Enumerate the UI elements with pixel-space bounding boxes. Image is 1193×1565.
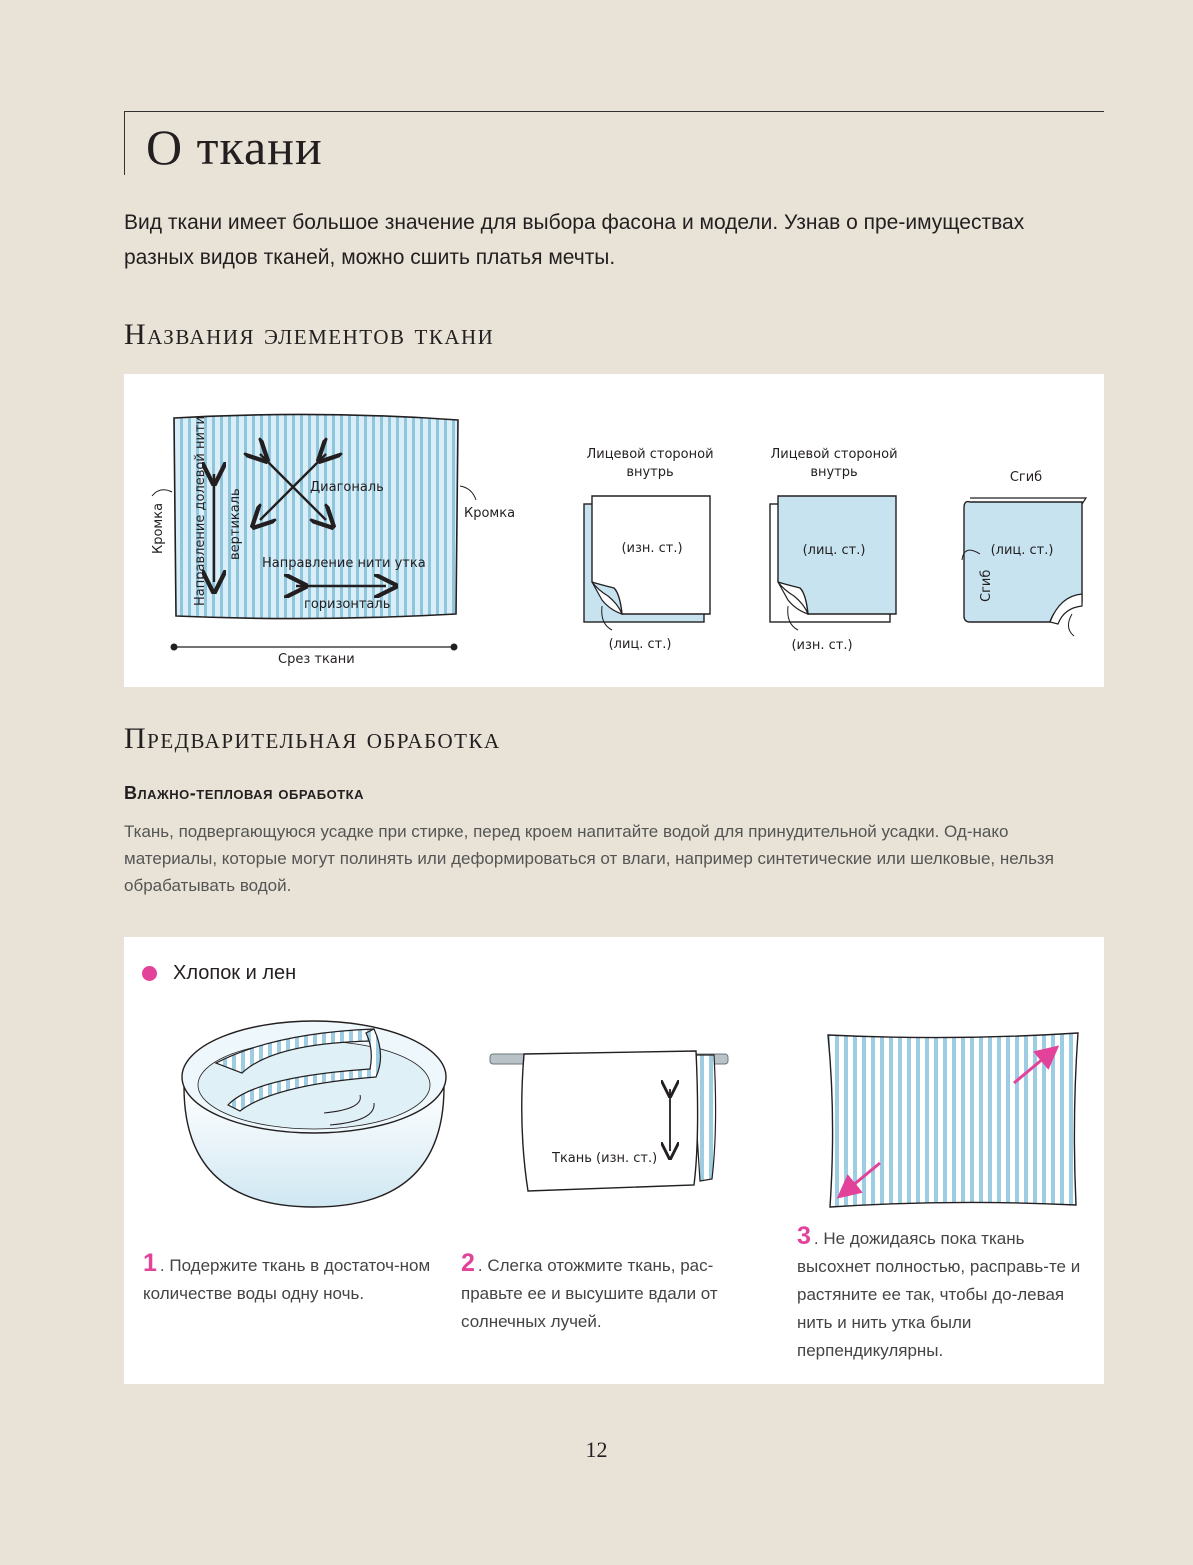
label-selvage-left: Кромка: [151, 502, 166, 554]
cut-edge-dot-right: [451, 644, 458, 651]
label-diagonal: Диагональ: [310, 480, 384, 495]
hanging-fabric-front: [522, 1051, 698, 1191]
fold2-bottom-label: (изн. ст.): [791, 638, 853, 653]
hanging-fabric-label: Ткань (изн. ст.): [552, 1151, 658, 1166]
selvage-right-hook: [460, 486, 476, 500]
label-horizontal: горизонталь: [304, 597, 391, 612]
fold2-caption-line2: внутрь: [810, 465, 858, 480]
label-selvage-right: Кромка: [464, 506, 516, 521]
step-1-text: Подержите ткань в достаточ-ном количестве воды одну ночь.: [143, 1256, 431, 1303]
fold3-side-label: Сгиб: [979, 569, 994, 602]
section-heading-fabric-elements: Названия элементов ткани: [124, 318, 495, 351]
intro-paragraph: Вид ткани имеет большое значение для выбора фасона и модели. Узнав о пре-имуществах разных видов тканей, можно сшить платья мечты.: [124, 211, 1025, 269]
step-3-separator: .: [813, 1229, 819, 1248]
fold1-top-label: (изн. ст.): [621, 541, 683, 556]
fold1-caption-line1: Лицевой стороной: [586, 447, 714, 462]
step-2: [461, 1249, 753, 1336]
pink-bullet-icon: [142, 966, 157, 981]
cut-edge-dot-left: [171, 644, 178, 651]
step-3-text: Не дожидаясь пока ткань высохнет полностью, расправь-те и растяните ее так, чтобы до-левая нить и нить утка были перпендикулярны.: [797, 1229, 1081, 1360]
fold3-top-label: (лиц. ст.): [990, 543, 1054, 558]
section-heading-pretreatment: Предварительная обработка: [124, 722, 501, 755]
fabric-swatch: [174, 414, 458, 618]
fold3-caption: Сгиб: [1009, 470, 1043, 485]
cotton-linen-bullet: [142, 962, 296, 985]
selvage-left-hook: [152, 490, 172, 496]
label-cut-edge: Срез ткани: [278, 652, 355, 667]
fabric-elements-diagram: [124, 374, 1104, 687]
step-2-number: 2: [461, 1249, 475, 1277]
step-2-separator: .: [477, 1256, 483, 1275]
title-rule-top: [124, 111, 1104, 112]
label-grain-direction: Направление долевой нити: [193, 416, 208, 606]
fold1-bottom-label: (лиц. ст.): [608, 637, 672, 652]
fabric-elements-panel: [124, 374, 1104, 687]
label-weft-direction: Направление нити утка: [262, 556, 426, 571]
fold2-top-label: (лиц. ст.): [802, 543, 866, 558]
fold3-corner-pointer: [1068, 614, 1074, 636]
step-2-text: Слегка отожмите ткань, рас-правьте ее и высушите вдали от солнечных лучей.: [461, 1256, 718, 1331]
page-title: О ткани: [146, 119, 323, 175]
step-3: [797, 1222, 1089, 1365]
step-1: [143, 1249, 435, 1308]
step-1-number: 1: [143, 1249, 157, 1277]
bullet-label: Хлопок и лен: [173, 962, 297, 984]
page-number: 12: [585, 1437, 608, 1462]
step-3-number: 3: [797, 1222, 811, 1250]
fold2-caption-line1: Лицевой стороной: [770, 447, 898, 462]
fold1-caption-line2: внутрь: [626, 465, 674, 480]
sub-heading-wet-heat: Влажно-тепловая обработка: [124, 783, 365, 803]
pretreatment-paragraph: Ткань, подвергающуюся усадке при стирке, перед кроем напитайте водой для принудительной усадки. Од-нако материалы, которые могут полинять или деформироваться от влаги, например синтетические или шелковые, нельзя обрабатывать водой.: [124, 822, 1054, 895]
label-vertical: вертикаль: [228, 488, 243, 560]
step-1-separator: .: [159, 1256, 165, 1275]
title-rule-left: [124, 111, 125, 175]
